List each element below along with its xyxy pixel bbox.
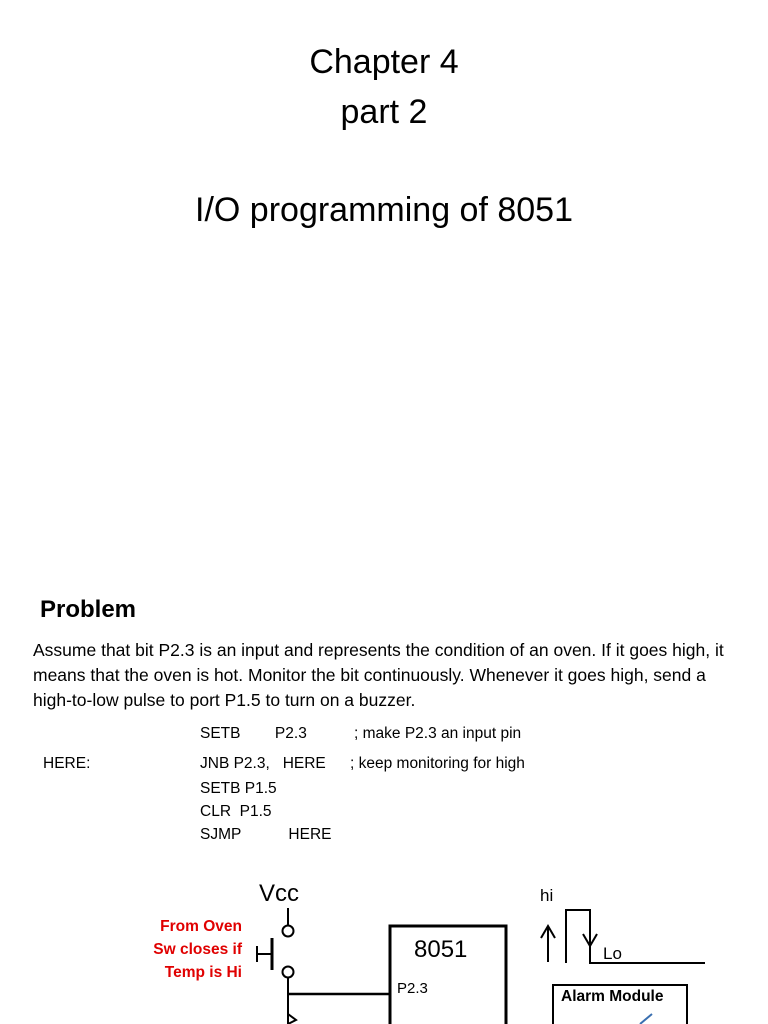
hi-label: hi [540,886,554,905]
topic-title: I/O programming of 8051 [195,191,573,229]
code-line-1-instruction: SETB P2.3 [200,725,307,742]
switch-contact-bottom [283,967,294,978]
oven-note-line-2: Sw closes if [153,941,242,958]
code-line-3: SETB P1.5 [200,780,277,797]
oven-note-line-3: Temp is Hi [164,964,242,981]
problem-description: Assume that bit P2.3 is an input and represents the condition of an oven. If it goes high, it means that the oven is hot. Monitor the bit continuously. Whenever it goes high, send a high-to-low pulse to port P1.5 to turn on a buzzer. [33,640,724,710]
switch-contact-top [283,926,294,937]
circuit-diagram [0,570,768,1024]
code-line-5: SJMP HERE [200,826,332,843]
problem-slide [0,570,768,1024]
code-line-4: CLR P1.5 [200,803,272,820]
vcc-label: Vcc [259,880,300,907]
resistor-zigzag [288,1014,296,1024]
code-line-2-instruction: JNB P2.3, HERE [200,755,326,772]
pin-label: P2.3 [397,980,428,997]
code-line-1-comment: ; make P2.3 an input pin [354,725,522,742]
chapter-title: Chapter 4 [309,43,459,81]
pulse-waveform [566,910,705,963]
chip-label: 8051 [414,936,468,963]
alarm-module-label: Alarm Module [561,988,664,1005]
code-label-here: HERE: [43,755,91,772]
problem-heading: Problem [40,596,137,623]
part-title: part 2 [340,93,428,131]
oven-note-line-1: From Oven [160,918,242,935]
code-line-2-comment: ; keep monitoring for high [350,755,525,772]
alarm-module-decoration [640,1014,652,1024]
lo-label: Lo [603,944,622,963]
